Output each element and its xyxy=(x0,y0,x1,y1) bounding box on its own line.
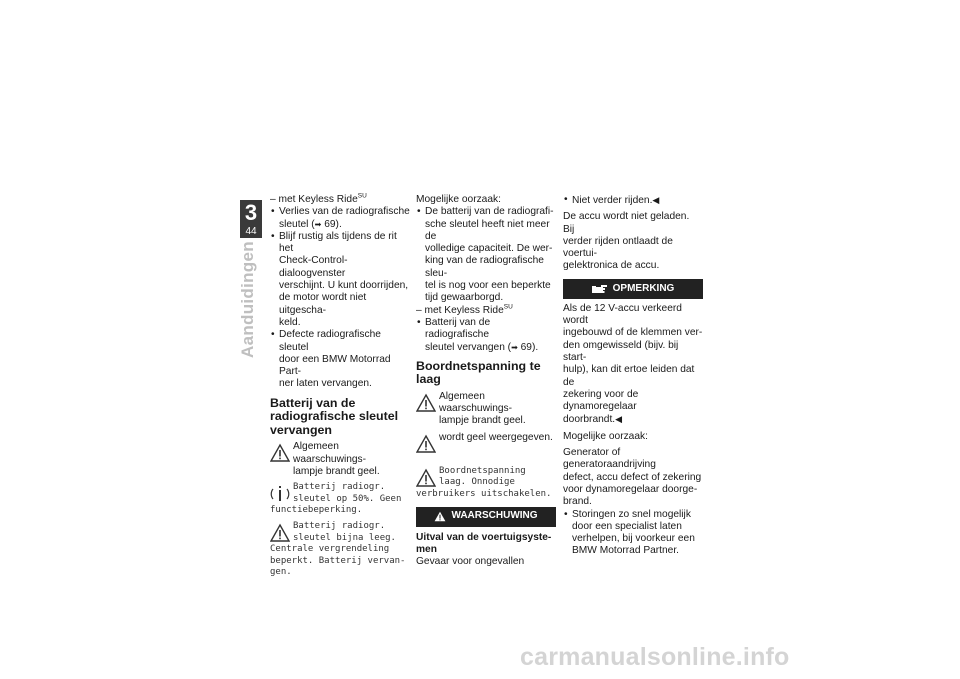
page-ref[interactable]: 69). xyxy=(324,218,342,230)
list-item-line: • Batterij van de radiografische xyxy=(425,316,491,341)
keyless-ride-sup: SU xyxy=(503,303,513,311)
list-item xyxy=(563,194,703,207)
keyless-ride-line xyxy=(416,305,556,317)
paragraph-line: hulp), kan dit ertoe leiden dat de xyxy=(563,364,695,388)
chapter-tab xyxy=(240,200,262,238)
warning-text: Gevaar voor ongevallen xyxy=(416,556,525,568)
section-heading xyxy=(270,397,410,438)
list-item-line: volledige capaciteit. De wer- xyxy=(425,243,553,255)
info-display-text xyxy=(270,482,410,517)
list-item-line: • Verlies van de radiografische xyxy=(279,206,410,218)
cause-label: Mogelijke oorzaak: xyxy=(563,430,648,442)
list-item-line: • De batterij van de radiografi- xyxy=(425,206,554,218)
column-1 xyxy=(270,194,410,579)
list-item-text: Niet verder rijden. xyxy=(572,195,653,206)
warning-symbol-note xyxy=(416,432,556,462)
paragraph-line: zekering voor de dynamoregelaar xyxy=(563,388,639,413)
warning-title-line: Uitval van de voertuigsyste- xyxy=(416,531,552,543)
display-text-line: verbruikers uitschakelen. xyxy=(416,488,552,499)
list-item xyxy=(270,231,410,329)
warning-lamp-note xyxy=(416,391,556,428)
display-text-line: gen. xyxy=(270,567,292,578)
list-item-line xyxy=(425,342,556,354)
pointing-hand-icon xyxy=(592,283,608,295)
warning-title xyxy=(416,532,556,557)
warning-display-text xyxy=(270,521,410,579)
warning-triangle-icon xyxy=(416,393,436,413)
cause-label: Mogelijke oorzaak: xyxy=(416,194,501,205)
list-item xyxy=(270,206,410,231)
display-text-line: Boordnetspanning xyxy=(439,465,526,476)
list-item-line: tel is nog voor een beperkte xyxy=(425,280,551,292)
paragraph-line: gelektronica de accu. xyxy=(563,260,660,272)
display-text-line: Batterij radiogr. xyxy=(293,482,386,493)
list-item-line xyxy=(572,194,703,207)
note-line: Algemeen waarschuwings- xyxy=(439,390,513,415)
paragraph-line: ingebouwd of de klemmen ver- xyxy=(563,327,703,339)
page-ref[interactable]: 69). xyxy=(520,341,539,353)
list-item-line: verschijnt. U kunt doorrijden, xyxy=(279,280,409,292)
list-item-line: verhelpen, bij voorkeur een xyxy=(572,533,695,545)
note-line: lampje brandt geel. xyxy=(293,465,380,477)
paragraph-text: doorbrandt. xyxy=(563,414,616,426)
display-text-line: sleutel bijna leeg. xyxy=(293,532,396,543)
paragraph-line: Generator of generatoraandrijving xyxy=(563,447,656,471)
note-line: lampje brandt geel. xyxy=(439,415,526,427)
display-text-line: sleutel op 50%. Geen xyxy=(293,493,402,504)
warning-display-text xyxy=(416,466,556,501)
note-line: Algemeen waarschuwings- xyxy=(293,441,367,465)
list-item xyxy=(270,329,410,390)
warning-banner xyxy=(416,507,556,527)
display-text-line: Centrale vergrendeling xyxy=(270,544,390,555)
heading-line: Batterij van de xyxy=(270,395,356,410)
list-item-line xyxy=(279,219,410,231)
heading-line: radiografische sleutel xyxy=(270,409,399,424)
list-item-line: king van de radiografische sleu- xyxy=(425,255,544,279)
list-item-line: de motor wordt niet uitgescha- xyxy=(279,292,367,316)
list-item-line: door een specialist laten xyxy=(572,520,682,532)
warning-lamp-note xyxy=(270,441,410,478)
paragraph xyxy=(563,303,703,427)
warning-triangle-icon xyxy=(270,443,290,463)
paragraph-line: De accu wordt niet geladen. Bij xyxy=(563,211,690,235)
paragraph-line: den omgewisseld (bijv. bij start- xyxy=(563,339,679,363)
paragraph-line: defect, accu defect of zekering xyxy=(563,471,702,483)
paragraph-line: brand. xyxy=(563,496,592,508)
list-item-line: door een BMW Motorrad Part- xyxy=(279,353,391,378)
keyless-ride-text: – met Keyless Ride xyxy=(270,194,358,205)
paragraph xyxy=(563,211,703,272)
paragraph-line xyxy=(563,413,703,426)
heading-line: vervangen xyxy=(270,422,332,437)
list-item-line: ner laten vervangen. xyxy=(279,378,372,390)
keyless-ride-text: – met Keyless Ride xyxy=(416,304,504,316)
list-item xyxy=(563,509,703,558)
end-marker-icon: ◀ xyxy=(615,414,623,425)
list-item-text: sleutel ( xyxy=(279,218,315,230)
display-text-line: Batterij radiogr. xyxy=(293,520,386,531)
arrow-right-icon: ➡ xyxy=(511,342,518,352)
warning-title-line: men xyxy=(416,543,437,555)
list-item-line: sche sleutel heeft niet meer de xyxy=(425,218,550,242)
list-item xyxy=(416,206,556,304)
list-item-line: • Blijf rustig als tijdens de rit het xyxy=(279,230,397,255)
display-text-line: laag. Onnodige xyxy=(439,477,515,488)
list-item-line: • Defecte radiografische sleutel xyxy=(279,329,381,353)
list-item xyxy=(416,317,556,354)
paragraph-line: verder rijden ontlaadt de voertui- xyxy=(563,235,673,260)
info-icon xyxy=(270,484,290,504)
paragraph-line: Als de 12 V-accu verkeerd wordt xyxy=(563,302,682,327)
display-text-line: beperkt. Batterij vervan- xyxy=(270,555,406,566)
warning-triangle-icon xyxy=(416,468,436,488)
list-item-line: tijd gewaarborgd. xyxy=(425,292,504,304)
chapter-title: Aanduidingen xyxy=(238,241,257,358)
list-item-line: Check-Control-dialoogvenster xyxy=(279,255,348,279)
warning-triangle-icon xyxy=(270,523,290,543)
list-item-text: sleutel vervangen ( xyxy=(425,341,512,353)
note-banner-label: OPMERKING xyxy=(612,282,675,294)
keyless-ride-line xyxy=(270,194,410,206)
warning-banner-label: WAARSCHUWING xyxy=(451,510,538,522)
column-3 xyxy=(563,194,703,558)
section-heading: Boordnetspanning te laag xyxy=(416,358,541,387)
watermark: carmanualsonline.info xyxy=(520,643,790,671)
warning-triangle-icon xyxy=(416,434,436,454)
chapter-number: 3 xyxy=(244,200,258,225)
paragraph xyxy=(563,447,703,508)
keyless-ride-sup: SU xyxy=(357,192,367,200)
paragraph-line: voor dynamoregelaar doorge- xyxy=(563,483,698,495)
page-number: 44 xyxy=(240,226,262,238)
column-2 xyxy=(416,194,556,568)
list-item-line: keld. xyxy=(279,316,301,328)
list-item-line: • Storingen zo snel mogelijk xyxy=(572,508,691,520)
note-banner xyxy=(563,279,703,299)
list-item-line: BMW Motorrad Partner. xyxy=(572,545,679,557)
warning-triangle-icon xyxy=(434,511,446,522)
end-marker-icon: ◀ xyxy=(652,195,660,205)
note-line: wordt geel weergegeven. xyxy=(439,431,553,443)
arrow-right-icon: ➡ xyxy=(314,219,322,229)
display-text-line: functiebeperking. xyxy=(270,505,363,516)
